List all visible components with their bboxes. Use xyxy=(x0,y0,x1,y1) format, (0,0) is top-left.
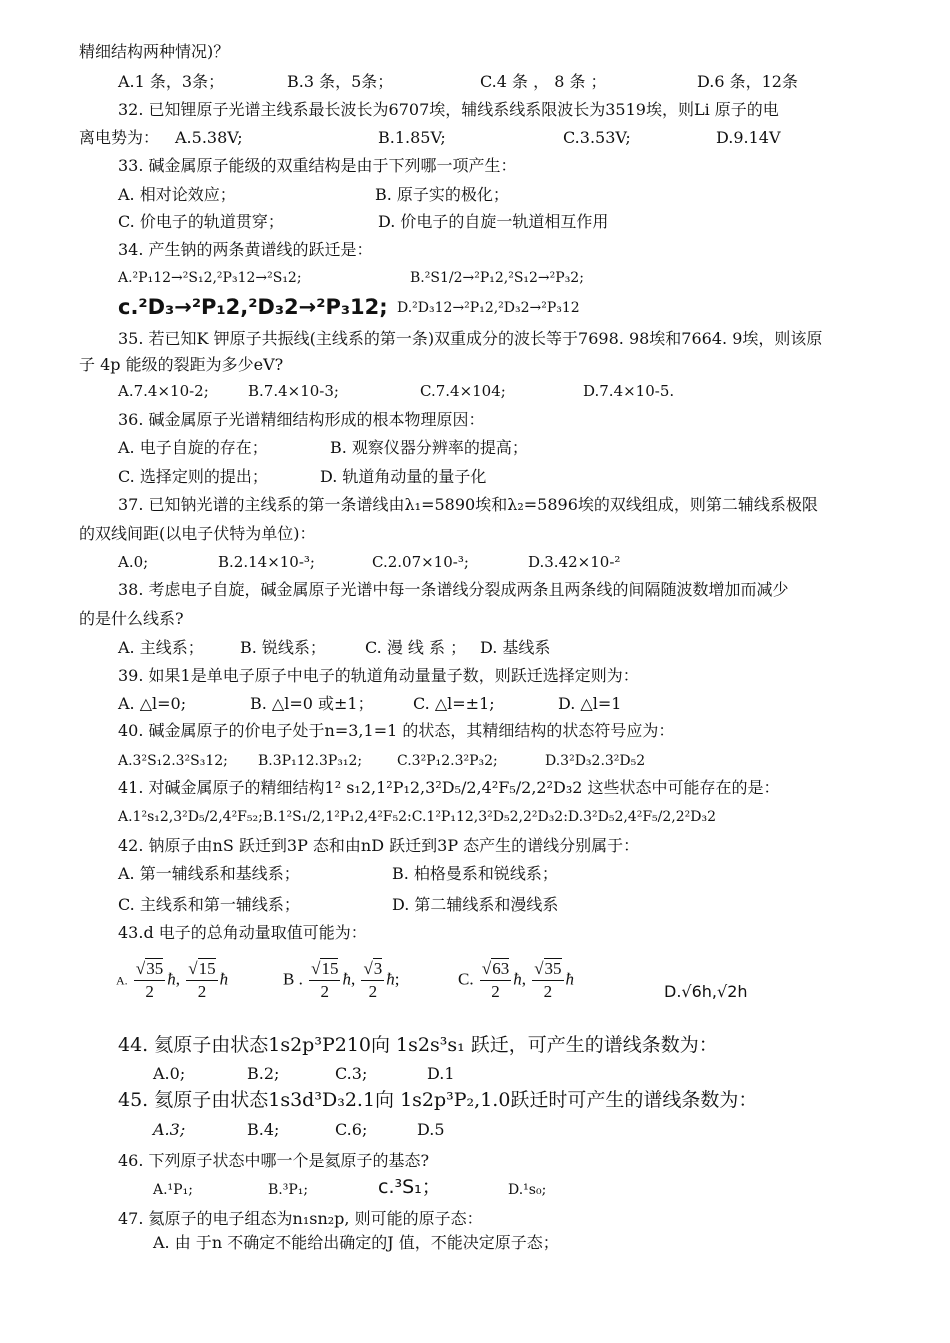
hbar-symbol: ħ xyxy=(565,969,575,989)
question-38-text-cont: 的是什么线系? xyxy=(79,609,184,628)
option-a: A.²P₁12→²S₁2,²P₃12→²S₁2; xyxy=(118,270,302,286)
option-d: D.9.14V xyxy=(716,128,781,147)
option-c: C.2.07×10-³; xyxy=(372,553,469,571)
option-d: D.5 xyxy=(417,1120,445,1139)
question-47-option-a: A. 由 于n 不确定不能给出确定的J 值，不能决定原子态； xyxy=(153,1233,559,1252)
option-b: B. 观察仪器分辨率的提高； xyxy=(330,438,528,457)
fraction: $\frac{√3}{2}$ xyxy=(363,959,383,1001)
option-label: B . xyxy=(283,969,303,989)
option-b: B.³P₁; xyxy=(268,1182,309,1198)
question-38-text: 38. 考虑电子自旋，碱金属原子光谱中每一条谱线分裂成两条且两条线的间隔随波数增加而减少 xyxy=(118,580,789,599)
option-d: D. 第二辅线系和漫线系 xyxy=(392,895,559,914)
option-d: D.6 条，12条 xyxy=(697,72,798,91)
option-b: B.1.85V; xyxy=(378,128,446,147)
option-a: A. 电子自旋的存在； xyxy=(118,438,268,457)
option-c: C.3²P₁2.3²P₃2; xyxy=(397,753,498,769)
hbar-symbol: ħ xyxy=(386,969,395,989)
denominator: 2 xyxy=(491,982,500,1001)
fraction: $\frac{√15}{2}$ xyxy=(188,959,216,1001)
question-33-text: 33. 碱金属原子能级的双重结构是由于下列哪一项产生： xyxy=(118,156,517,175)
option-a: A. 主线系； xyxy=(118,638,204,657)
question-34-text: 34. 产生钠的两条黄谱线的跃迁是： xyxy=(118,240,373,259)
option-c: c.²D₃→²P₁2,²D₃2→²P₃12; xyxy=(118,295,388,319)
option-c: C. 主线系和第一辅线系； xyxy=(118,895,300,914)
option-a: A.3²S₁2.3²S₃12; xyxy=(118,753,228,769)
option-d: D. △l=1 xyxy=(558,694,622,713)
fraction: $\frac{√35}{2}$ xyxy=(135,959,164,1001)
option-a: A.¹P₁; xyxy=(153,1182,193,1198)
radicand: 15 xyxy=(198,959,216,978)
q43-option-c: C. $\frac{√63}{2}$ ħ, $\frac{√35}{2}$ ħ xyxy=(458,959,575,1001)
option-b: B.3 条，5条； xyxy=(287,72,394,91)
option-c: C.7.4×104; xyxy=(420,382,506,400)
option-b: B. 柏格曼系和锐线系； xyxy=(392,864,558,883)
fraction: $\frac{√63}{2}$ xyxy=(481,959,510,1001)
option-a: A. △l=0; xyxy=(118,694,187,713)
q43-option-a: A. $\frac{√35}{2}$ ħ, $\frac{√15}{2}$ ħ xyxy=(116,959,229,1001)
radicand: 35 xyxy=(544,959,562,978)
fraction: $\frac{√15}{2}$ xyxy=(311,959,339,1001)
question-39-text: 39. 如果1是单电子原子中电子的轨道角动量量子数，则跃迁选择定则为： xyxy=(118,666,639,685)
option-b: B. 锐线系； xyxy=(240,638,326,657)
denominator: 2 xyxy=(368,982,378,1001)
option-c: C.3.53V; xyxy=(563,128,631,147)
option-c: C. 价电子的轨道贯穿； xyxy=(118,212,284,231)
question-45-text: 45. 氦原子由状态1s3d³D₃2.1向 1s2p³P₂,1.0跃迁时可产生的谱线条数为： xyxy=(118,1089,758,1111)
denominator: 2 xyxy=(320,982,330,1001)
q43-option-d: D.√6h,√2h xyxy=(664,982,748,1001)
radicand: 35 xyxy=(146,959,164,978)
option-label: C. xyxy=(458,969,474,989)
option-b: B.2; xyxy=(247,1064,280,1083)
option-b: B. 原子实的极化； xyxy=(375,185,509,204)
option-c: C.4 条 ， 8 条 ； xyxy=(480,72,607,91)
option-b: B.²S1/2→²P₁2,²S₁2→²P₃2; xyxy=(410,270,584,286)
option-b: B.3P₁12.3P₃₁2; xyxy=(258,753,363,769)
option-a: A.0; xyxy=(118,553,149,571)
option-c: c.³S₁； xyxy=(378,1176,441,1198)
question-35-text: 35. 若已知K 钾原子共振线(主线系的第一条)双重成分的波长等于7698. 98埃和7664. 9埃，则该原 xyxy=(118,329,823,348)
question-36-text: 36. 碱金属原子光谱精细结构形成的根本物理原因： xyxy=(118,410,485,429)
question-35-text-cont: 子 4p 能级的裂距为多少eV? xyxy=(79,355,284,374)
option-d: D.7.4×10-5. xyxy=(583,382,675,400)
option-b: B.7.4×10-3; xyxy=(248,382,339,400)
hbar-symbol: ħ xyxy=(167,969,176,989)
radicand: 63 xyxy=(492,959,510,978)
option-c: C. △l=±1; xyxy=(413,694,495,713)
option-b: B.4; xyxy=(247,1120,280,1139)
question-32-text-cont: 离电势为： xyxy=(79,128,160,147)
hbar-symbol: ħ xyxy=(219,969,229,989)
option-d: D. 基线系 xyxy=(480,638,551,657)
denominator: 2 xyxy=(145,982,154,1001)
question-46-text: 46. 下列原子状态中哪一个是氦原子的基态? xyxy=(118,1151,430,1170)
question-42-text: 42. 钠原子由nS 跃迁到3P 态和由nD 跃迁到3P 态产生的谱线分别属于： xyxy=(118,836,640,855)
question-37-text: 37. 已知钠光谱的主线系的第一条谱线由λ₁=5890埃和λ₂=5896埃的双线组成，则第二辅线系极限 xyxy=(118,495,818,514)
fraction: $\frac{√35}{2}$ xyxy=(534,959,562,1001)
question-32-text: 32. 已知锂原子光谱主线系最长波长为6707埃，辅线系线系限波长为3519埃，则Li 原子的电 xyxy=(118,100,779,119)
question-47-text: 47. 氦原子的电子组态为n₁sn₂p, 则可能的原子态： xyxy=(118,1209,483,1228)
question-44-text: 44. 氦原子由状态1s2p³P210向 1s2s³s₁ 跃迁，可产生的谱线条数为： xyxy=(118,1034,718,1056)
option-a: A. 第一辅线系和基线系； xyxy=(118,864,300,883)
option-d: D.²D₃12→²P₁2,²D₃2→²P₃12 xyxy=(397,300,580,316)
option-c: C.3; xyxy=(335,1064,368,1083)
option-c: C. 选择定则的提出； xyxy=(118,467,268,486)
question-41-text: 41. 对碱金属原子的精细结构1² s₁2,1²P₁2,3²D₅/2,4²F₅/2,2²D₃2 这些状态中可能存在的是： xyxy=(118,778,780,797)
option-c: C. 漫 线 系 ； xyxy=(365,638,467,657)
option-a: A.7.4×10-2; xyxy=(118,382,209,400)
option-label: A. xyxy=(116,973,128,988)
option-a: A.3; xyxy=(153,1120,186,1139)
option-d: D. 轨道角动量的量子化 xyxy=(320,467,487,486)
option-d: D.3.42×10-² xyxy=(528,553,621,571)
question-43-text: 43.d 电子的总角动量取值可能为： xyxy=(118,923,367,942)
option-a: A. 相对论效应； xyxy=(118,185,236,204)
q43-option-b: B . $\frac{√15}{2}$ ħ, $\frac{√3}{2}$ ħ; xyxy=(283,959,400,1001)
question-continuation: 精细结构两种情况)？ xyxy=(79,42,230,61)
option-a: A.1 条，3条； xyxy=(118,72,225,91)
denominator: 2 xyxy=(197,982,207,1001)
option-a: A.0; xyxy=(153,1064,186,1083)
question-41-options: A.1²s₁2,3²D₅/2,4²F₅₂;B.1²S₁/2,1²P₁2,4²F₅2:C.1²P₁12,3²D₅2,2²D₃2:D.3²D₅2,4²F₅/2,2²D₃2 xyxy=(118,809,717,825)
denominator: 2 xyxy=(543,982,553,1001)
hbar-symbol: ħ xyxy=(342,969,351,989)
option-d: D.1 xyxy=(427,1064,455,1083)
option-d: D. 价电子的自旋一轨道相互作用 xyxy=(378,212,609,231)
option-d: D.¹s₀; xyxy=(508,1182,547,1198)
option-b: B. △l=0 或±1； xyxy=(250,694,374,713)
option-d: D.3²D₃2.3²D₅2 xyxy=(545,753,646,769)
option-c: C.6; xyxy=(335,1120,368,1139)
question-37-text-cont: 的双线间距(以电子伏特为单位)： xyxy=(79,524,316,543)
radicand: 15 xyxy=(321,959,339,978)
hbar-symbol: ħ xyxy=(513,969,522,989)
question-40-text: 40. 碱金属原子的价电子处于n=3,1=1 的状态，其精细结构的状态符号应为： xyxy=(118,721,675,740)
option-b: B.2.14×10-³; xyxy=(218,553,315,571)
option-a: A.5.38V; xyxy=(175,128,243,147)
radicand: 3 xyxy=(373,959,383,978)
